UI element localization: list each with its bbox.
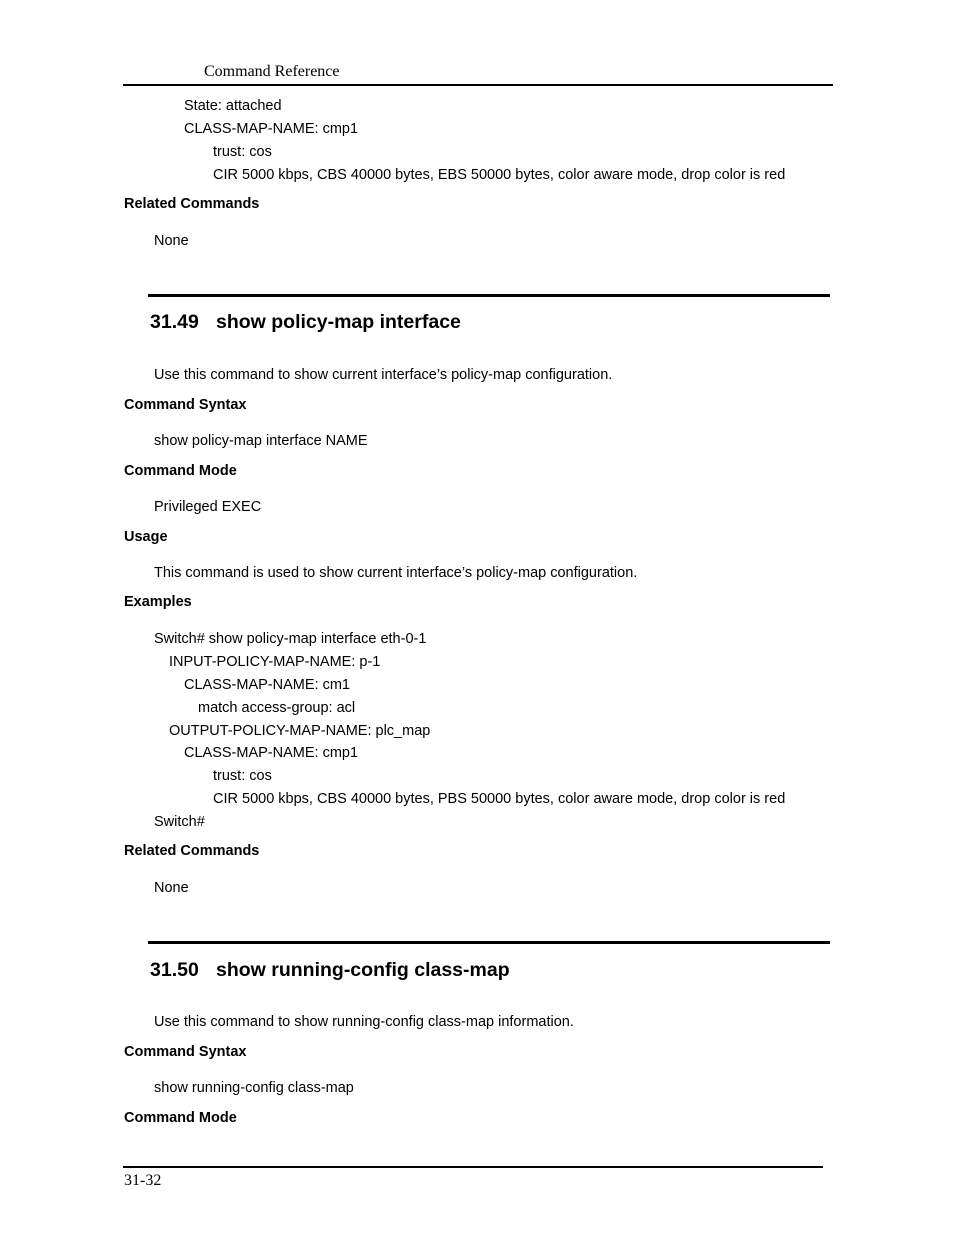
section-number: 31.49 bbox=[150, 311, 199, 333]
example-line: CIR 5000 kbps, CBS 40000 bytes, EBS 50000 bytes, color aware mode, drop color is red bbox=[213, 167, 786, 183]
example-line: OUTPUT-POLICY-MAP-NAME: plc_map bbox=[169, 723, 431, 739]
command-mode: Privileged EXEC bbox=[154, 499, 262, 515]
example-line: Switch# bbox=[154, 814, 205, 830]
example-line: Switch# show policy-map interface eth-0-1 bbox=[154, 631, 427, 647]
page-number: 31-32 bbox=[124, 1172, 162, 1189]
example-line: CLASS-MAP-NAME: cmp1 bbox=[184, 121, 359, 137]
related-commands-body: None bbox=[154, 233, 189, 249]
example-line: match access-group: acl bbox=[198, 700, 356, 716]
example-line: CLASS-MAP-NAME: cm1 bbox=[184, 677, 350, 693]
section-intro: Use this command to show current interface’s policy-map configuration. bbox=[154, 367, 613, 383]
section-title bbox=[150, 958, 510, 982]
usage-heading: Usage bbox=[124, 529, 168, 545]
command-syntax-heading: Command Syntax bbox=[124, 1044, 247, 1060]
related-commands-heading: Related Commands bbox=[124, 843, 260, 859]
section-rule bbox=[148, 294, 830, 297]
section-name: show policy-map interface bbox=[216, 311, 461, 333]
command-syntax: show policy-map interface NAME bbox=[154, 433, 368, 449]
section-number: 31.50 bbox=[150, 959, 199, 981]
usage-body: This command is used to show current interface’s policy-map configuration. bbox=[154, 565, 638, 581]
command-syntax: show running-config class-map bbox=[154, 1080, 354, 1096]
section-intro: Use this command to show running-config class-map information. bbox=[154, 1014, 574, 1030]
section-title bbox=[150, 310, 461, 334]
example-line: CLASS-MAP-NAME: cmp1 bbox=[184, 745, 359, 761]
command-mode-heading: Command Mode bbox=[124, 463, 237, 479]
related-commands-heading: Related Commands bbox=[124, 196, 260, 212]
related-commands-body: None bbox=[154, 880, 189, 896]
running-header-title: Command Reference bbox=[204, 63, 340, 80]
section-rule bbox=[148, 941, 830, 944]
example-line: trust: cos bbox=[213, 768, 272, 784]
example-line: State: attached bbox=[184, 98, 282, 114]
example-line: trust: cos bbox=[213, 144, 272, 160]
examples-heading: Examples bbox=[124, 594, 192, 610]
header-rule bbox=[123, 84, 833, 86]
example-line: CIR 5000 kbps, CBS 40000 bytes, PBS 50000 bytes, color aware mode, drop color is red bbox=[213, 791, 786, 807]
footer-rule bbox=[123, 1166, 823, 1168]
section-name: show running-config class-map bbox=[216, 959, 510, 981]
example-line: INPUT-POLICY-MAP-NAME: p-1 bbox=[169, 654, 381, 670]
command-mode-heading: Command Mode bbox=[124, 1110, 237, 1126]
command-syntax-heading: Command Syntax bbox=[124, 397, 247, 413]
